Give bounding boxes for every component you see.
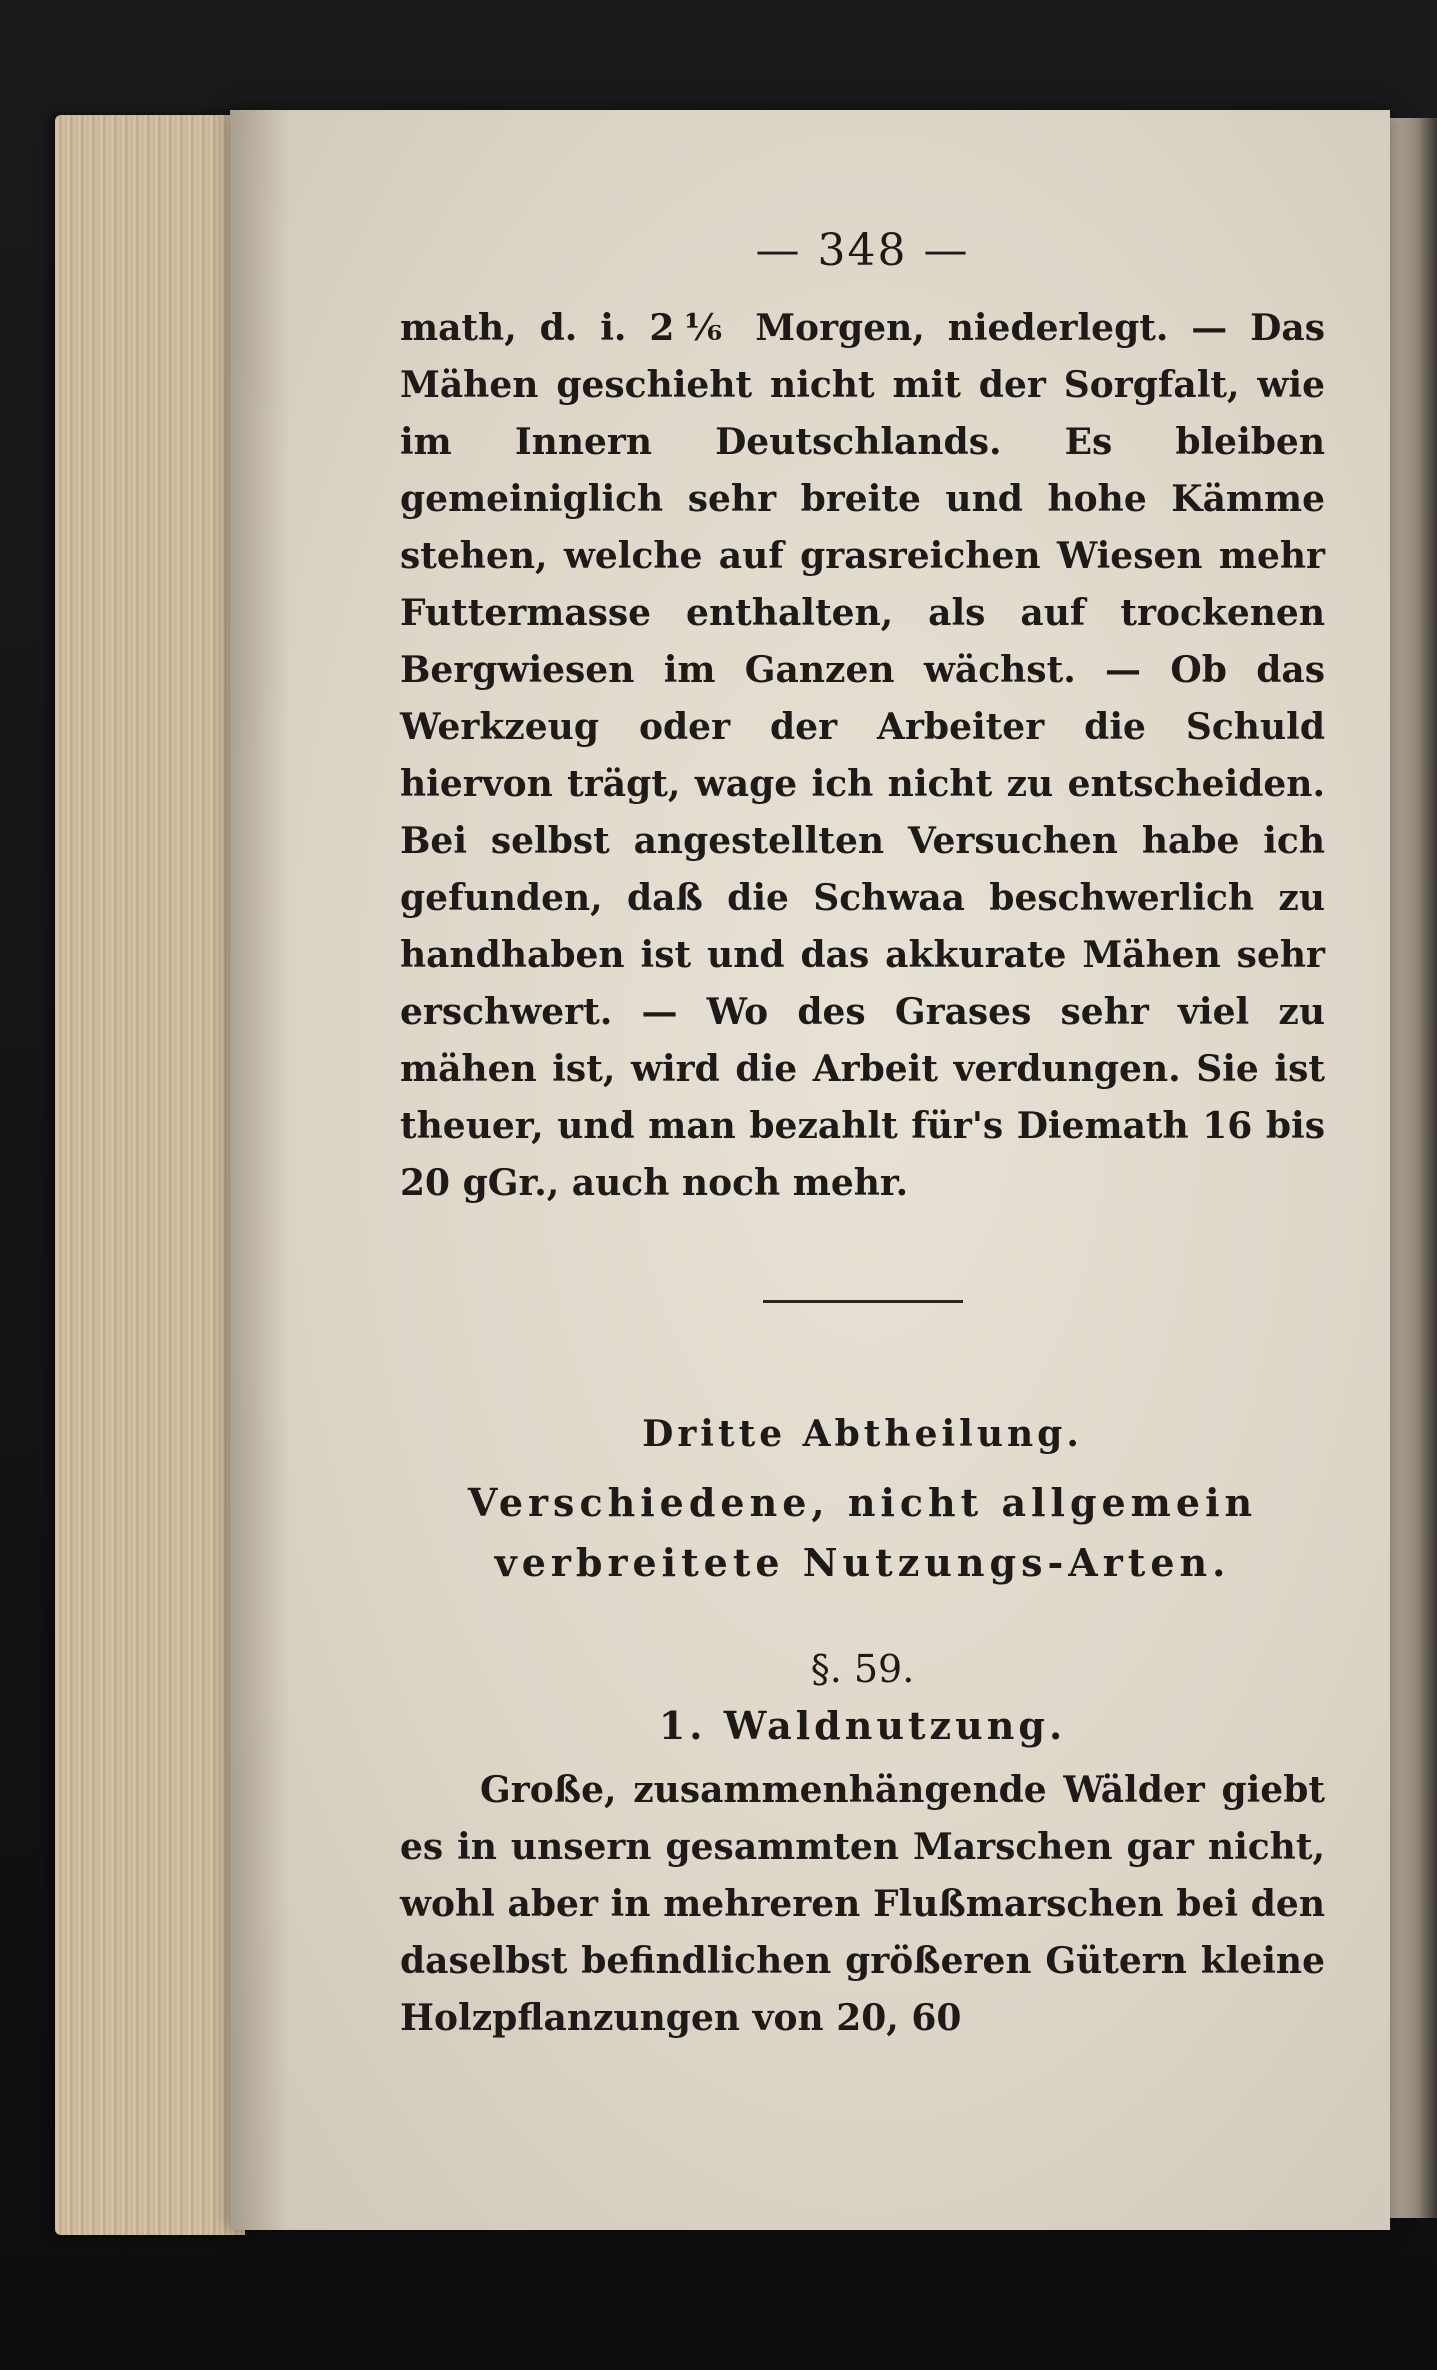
body-paragraph-2: Große, zusammenhängende Wälder giebt es in unsern gesammten Marschen gar nicht, wohl aber in mehreren Flußmarschen bei den daselbst befindlichen größeren Gütern kleine Holzpflanzungen von 20, 60 (400, 1769, 1325, 2039)
book-page (230, 110, 1390, 2230)
division-title: Dritte Abtheilung. (642, 1413, 1083, 1455)
body-paragraph-1: math, d. i. 2⅙ Morgen, niederlegt. — Das Mähen geschieht nicht mit der Sorgfalt, wie im Innern Deutschlands. Es bleiben gemeiniglich sehr breite und hohe Kämme stehen, welche auf grasreichen Wiesen mehr Futtermasse enthalten, als auf trockenen Bergwiesen im Ganzen wächst. — Ob das Werkzeug oder der Arbeiter die Schuld hiervon trägt, wage ich nicht zu entscheiden. Bei selbst angestellten Versuchen habe ich gefunden, daß die Schwaa beschwerlich zu handhaben ist und das akkurate Mähen sehr erschwert. — Wo des Grases sehr viel zu mähen ist, wird die Arbeit verdungen. Sie ist theuer, und man bezahlt für's Diemath 16 bis 20 gGr., auch noch mehr. (400, 307, 1325, 1204)
section-heading: 1. Waldnutzung. (658, 1703, 1067, 1748)
book-page-edges (55, 115, 245, 2235)
section-divider-rule (763, 1300, 963, 1303)
section-number: §. 59. (810, 1647, 915, 1691)
page-number: — 348 — (755, 225, 970, 276)
page-content (400, 225, 1325, 2047)
gutter-shadow (230, 110, 290, 2230)
facing-page-edge (1390, 118, 1437, 2218)
division-subtitle: Verschiedene, nicht allgemein verbreitete Nutzungs-Arten. (467, 1480, 1258, 1585)
